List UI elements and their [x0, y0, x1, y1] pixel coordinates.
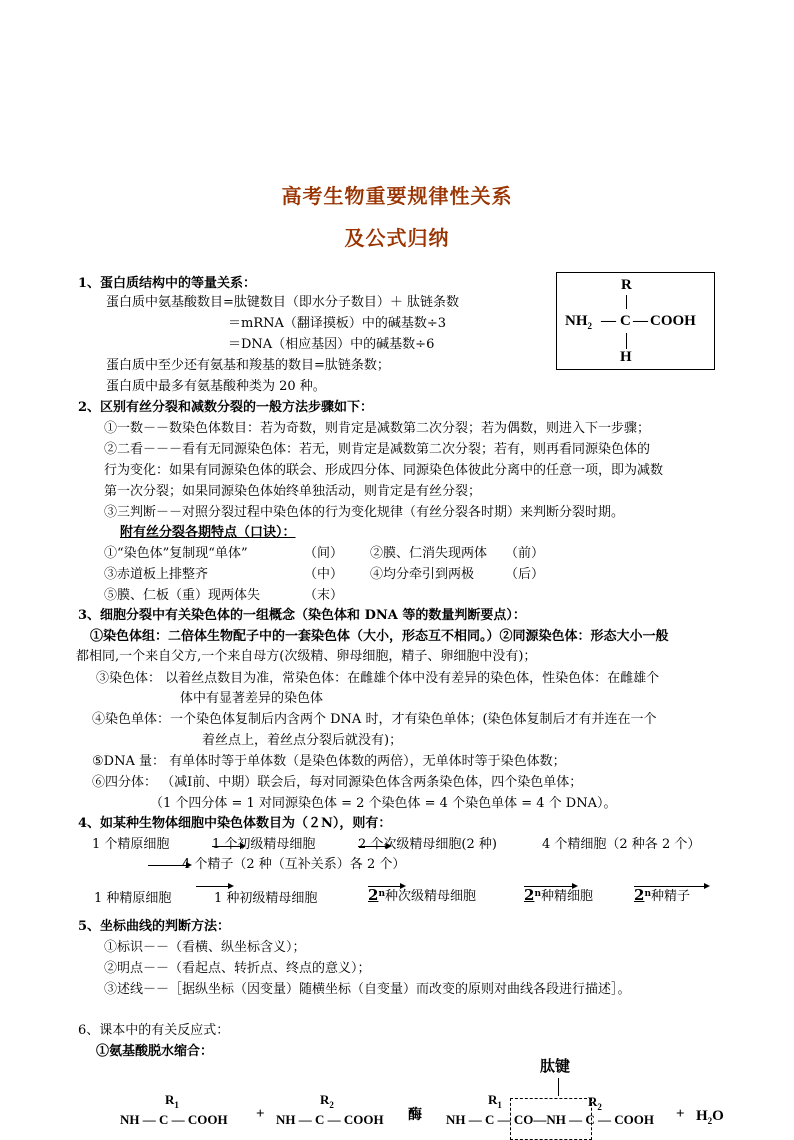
r2-mid: $R_2$	[320, 1092, 334, 1110]
structure-r: R	[621, 277, 632, 293]
page-subtitle: 及公式归纳	[344, 226, 450, 250]
structure-c: C	[620, 313, 631, 329]
arrow-3	[148, 865, 186, 866]
s3-dna-amount: ⑤DNA 量： 有单体时等于单体数（是染色体数的两倍），无单体时等于染色体数；	[92, 754, 566, 769]
s3-tetrad-cont: （1 个四分体 = 1 对同源染色体 = 2 个染色体 = 4 个染色单体 = 4 个 DNA）。	[150, 796, 617, 811]
s4-sperm: 4 个精子（2 种（互补关系）各 2 个）	[182, 857, 406, 872]
reactant-1: NH — C — COOH	[120, 1112, 228, 1127]
s4-type-primary: 1 种初级精母细胞	[214, 891, 318, 906]
enzyme-label: 酶	[408, 1107, 422, 1123]
section-2-heading: 2、区别有丝分裂和减数分裂的一般方法步骤如下：	[78, 400, 374, 415]
s2-line-3: 行为变化：如果有同源染色体的联会、形成四分体、同源染色体彼此分离中的任意一项，即为减数	[104, 463, 664, 478]
section-5-heading: 5、坐标曲线的判断方法：	[78, 919, 231, 934]
reactant-2: NH — C — COOH	[276, 1112, 384, 1127]
mnemonic-5: ⑤膜、仁板（重）现两体失	[104, 588, 261, 603]
s5-line-1: ①标识－－（看横、纵坐标含义）；	[104, 940, 306, 955]
structure-nh2: $NH_2$	[565, 313, 592, 331]
structure-dash-left: —	[601, 313, 616, 329]
section-6-heading: 6、课本中的有关反应式：	[78, 1023, 230, 1038]
mnemonic-2: ②膜、仁消失现两体	[370, 546, 488, 561]
bond-line-bottom	[626, 333, 627, 349]
s4-primary-spermatocyte: 1 个初级精母细胞	[212, 837, 316, 852]
s3-chromatid: ④染色单体：一个染色体复制后内含两个 DNA 时，才有染色单体；(染色体复制后才有并连在一个	[92, 712, 657, 727]
s2-line-5: ③三判断－－对照分裂过程中染色体的行为变化规律（有丝分裂各时期）来判断分裂时期。	[104, 505, 625, 520]
mnemonic-2-phase: （前）	[505, 546, 545, 561]
r1-left: $R_1$	[165, 1092, 179, 1110]
s1-line-1: 蛋白质中氨基酸数目=肽键数目（即水分子数目）＋ 肽链条数	[106, 295, 460, 310]
mnemonic-1: ①“染色体”复制现“单体”	[104, 546, 248, 561]
r1-right: $R_1$	[488, 1092, 502, 1110]
s4-type-spermatid: 2$^n$种精细胞	[524, 886, 593, 904]
s2-line-4: 第一次分裂；如果同源染色体始终单独活动，则肯定是有丝分裂；	[104, 484, 482, 499]
mnemonic-4-phase: （后）	[505, 567, 545, 582]
bond-line-top	[626, 295, 627, 309]
s2-mnemonic-heading: 附有丝分裂各期特点（口诀）：	[120, 525, 296, 540]
plus-2: +	[676, 1106, 685, 1122]
structure-dash-right: —	[633, 313, 648, 329]
s6-subheading: ①氨基酸脱水缩合：	[96, 1044, 214, 1059]
r2-right: $R_2$	[588, 1094, 602, 1112]
mnemonic-4: ④均分牵引到两极	[370, 567, 475, 582]
peptide-bond-pointer	[558, 1078, 559, 1096]
s1-line-3: ＝DNA（相应基因）中的碱基数÷6	[228, 337, 435, 352]
product: NH — C — CO—NH — C — COOH	[446, 1112, 654, 1127]
structure-h: H	[620, 349, 632, 365]
amino-acid-structure-box	[556, 272, 715, 370]
s4-type-sperm: 2$^n$种精子	[634, 886, 690, 904]
s4-secondary-spermatocyte: 2 个次级精母细胞(2 种)	[358, 837, 497, 852]
s3-chromatid-cont: 着丝点上，着丝点分裂后就没有)；	[202, 733, 403, 748]
s3-chromosome-cont: 体中有显著差异的染色体	[180, 691, 324, 706]
s4-type-secondary: 2$^n$种次级精母细胞	[368, 886, 476, 904]
s3-chromosome-set: ①染色体组：二倍体生物配子中的一套染色体（大小，形态互不相同。）②同源染色体：形态大小一般	[90, 629, 669, 644]
s5-line-3: ③述线－－［据纵坐标（因变量）随横坐标（自变量）而改变的原则对曲线各段进行描述］。	[104, 982, 631, 997]
s5-line-2: ②明点－－（看起点、转折点、终点的意义）；	[104, 961, 371, 976]
s3-tetrad: ⑥四分体： （减Ⅰ前、中期）联会后，每对同源染色体含两条染色体，四个染色单体；	[92, 775, 583, 790]
arrow-4	[196, 886, 228, 887]
mnemonic-3-phase: （中）	[304, 567, 344, 582]
mnemonic-1-phase: （间）	[304, 546, 344, 561]
section-1-heading: 1、蛋白质结构中的等量关系：	[78, 276, 257, 291]
s4-spermatogonium: 1 个精原细胞	[92, 837, 170, 852]
s2-line-1: ①一数－－数染色体数目：若为奇数，则肯定是减数第二次分裂；若为偶数，则进入下一步骤；	[104, 421, 651, 436]
s1-line-2: ＝mRNA（翻译摸板）中的碱基数÷3	[228, 316, 447, 331]
page-title: 高考生物重要规律性关系	[281, 184, 513, 208]
s1-line-4: 蛋白质中至少还有氨基和羧基的数目=肽链条数；	[106, 358, 390, 373]
s3-chromosome: ③染色体： 以着丝点数目为准，常染色体：在雌雄个体中没有差异的染色体，性染色体：在雌雄个	[96, 671, 660, 686]
s4-type-spermatogonium: 1 种精原细胞	[94, 891, 172, 906]
mnemonic-3: ③赤道板上排整齐	[104, 567, 209, 582]
section-4-heading: 4、如某种生物体细胞中染色体数目为（２N），则有：	[78, 816, 392, 831]
s4-spermatids: 4 个精细胞（2 种各 2 个）	[542, 837, 701, 852]
mnemonic-5-phase: （末）	[304, 588, 344, 603]
water: $H_2O$	[696, 1108, 724, 1126]
structure-cooh: COOH	[650, 313, 696, 329]
peptide-bond-label: 肽键	[540, 1057, 571, 1075]
s3-chromosome-set-cont: 都相同,一个来自父方,一个来自母方(次级精、卵母细胞，精子、卵细胞中没有)；	[76, 649, 537, 664]
plus-1: +	[256, 1106, 265, 1122]
s2-line-2: ②二看－－－看有无同源染色体：若无，则肯定是减数第二次分裂；若有，则再看同源染色体的	[104, 442, 651, 457]
section-3-heading: 3、细胞分裂中有关染色体的一组概念（染色体和 DNA 等的数量判断要点）：	[78, 608, 526, 623]
s1-line-5: 蛋白质中最多有氨基酸种类为 20 种。	[106, 379, 326, 394]
